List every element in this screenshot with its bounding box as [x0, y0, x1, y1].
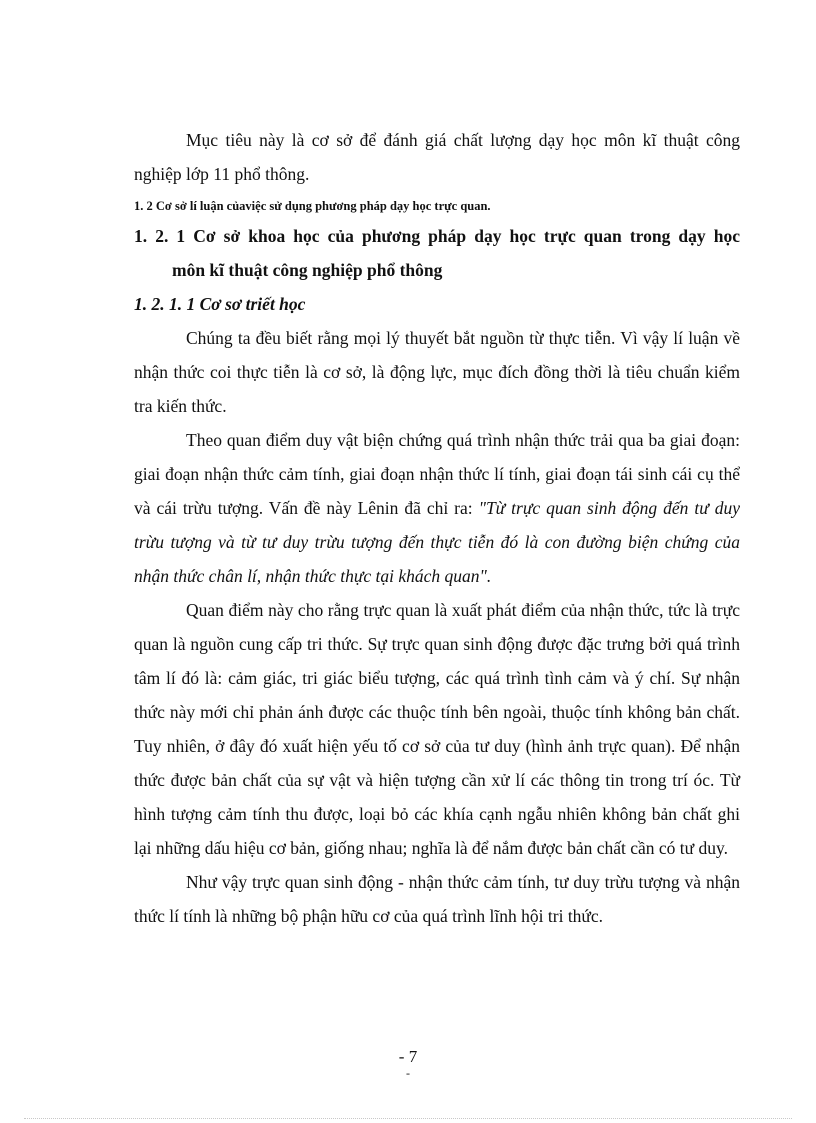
page-number: - 7: [398, 1047, 418, 1066]
page-bottom-rule: [24, 1118, 792, 1119]
lenin-quote: "Từ trực quan sinh động đến tư duy trừu tượng và từ tư duy trừu tượng đến thực tiễn đó là con đường biện chứng của nhận thức chân lí, nhận thức thực tại khách quan".: [134, 498, 740, 586]
page-number-dash: -: [406, 1066, 410, 1080]
paragraph-practice-basis: Chúng ta đều biết rằng mọi lý thuyết bắt nguồn từ thực tiễn. Vì vậy lí luận về nhận thức coi thực tiễn là cơ sở, là động lực, mục đích đồng thời là tiêu chuẩn kiểm tra kiến thức.: [134, 328, 740, 416]
paragraph-conclusion: Như vậy trực quan sinh động - nhận thức cảm tính, tư duy trừu tượng và nhận thức lí tính là những bộ phận hữu cơ của quá trình lĩnh hội tri thức.: [134, 872, 740, 926]
paragraph-dialectical-view: [134, 423, 740, 593]
section-heading-1-2-1-continued: môn kĩ thuật công nghiệp phổ thông: [172, 260, 443, 280]
section-heading-1-2-1: 1. 2. 1 Cơ sở khoa học của phương pháp dạy học trực quan trong dạy học: [134, 226, 740, 246]
section-heading-1-2: 1. 2 Cơ sở lí luận củaviệc sử dụng phương pháp dạy học trực quan.: [134, 199, 491, 213]
intro-paragraph: Mục tiêu này là cơ sở để đánh giá chất lượng dạy học môn kĩ thuật công nghiệp lớp 11 phổ thông.: [134, 130, 740, 184]
paragraph-dialectical-text: Theo quan điểm duy vật biện chứng quá trình nhận thức trải qua ba giai đoạn: giai đoạn nhận thức cảm tính, giai đoạn nhận thức lí tính, giai đoạn tái sinh cái cụ thể và cái trừu tượng. Vấn đề này Lênin đã chỉ ra:: [134, 430, 740, 518]
section-heading-1-2-1-1: 1. 2. 1. 1 Cơ sơ triết học: [134, 294, 306, 314]
paragraph-visual-perception: Quan điểm này cho rằng trực quan là xuất phát điểm của nhận thức, tức là trực quan là nguồn cung cấp tri thức. Sự trực quan sinh động được đặc trưng bởi quá trình tâm lí đó là: cảm giác, tri giác biểu tượng, các quá trình tình cảm và ý chí. Sự nhận thức này mới chỉ phản ánh được các thuộc tính bên ngoài, thuộc tính không bản chất. Tuy nhiên, ở đây đó xuất hiện yếu tố cơ sở của tư duy (hình ảnh trực quan). Để nhận thức được bản chất của sự vật và hiện tượng cần xử lí các thông tin trong trí óc. Từ hình tượng cảm tính thu được, loại bỏ các khía cạnh ngẫu nhiên không bản chất ghi lại những dấu hiệu cơ bản, giống nhau; nghĩa là để nắm được bản chất cần có tư duy.: [134, 600, 740, 858]
page-body: [134, 123, 740, 933]
